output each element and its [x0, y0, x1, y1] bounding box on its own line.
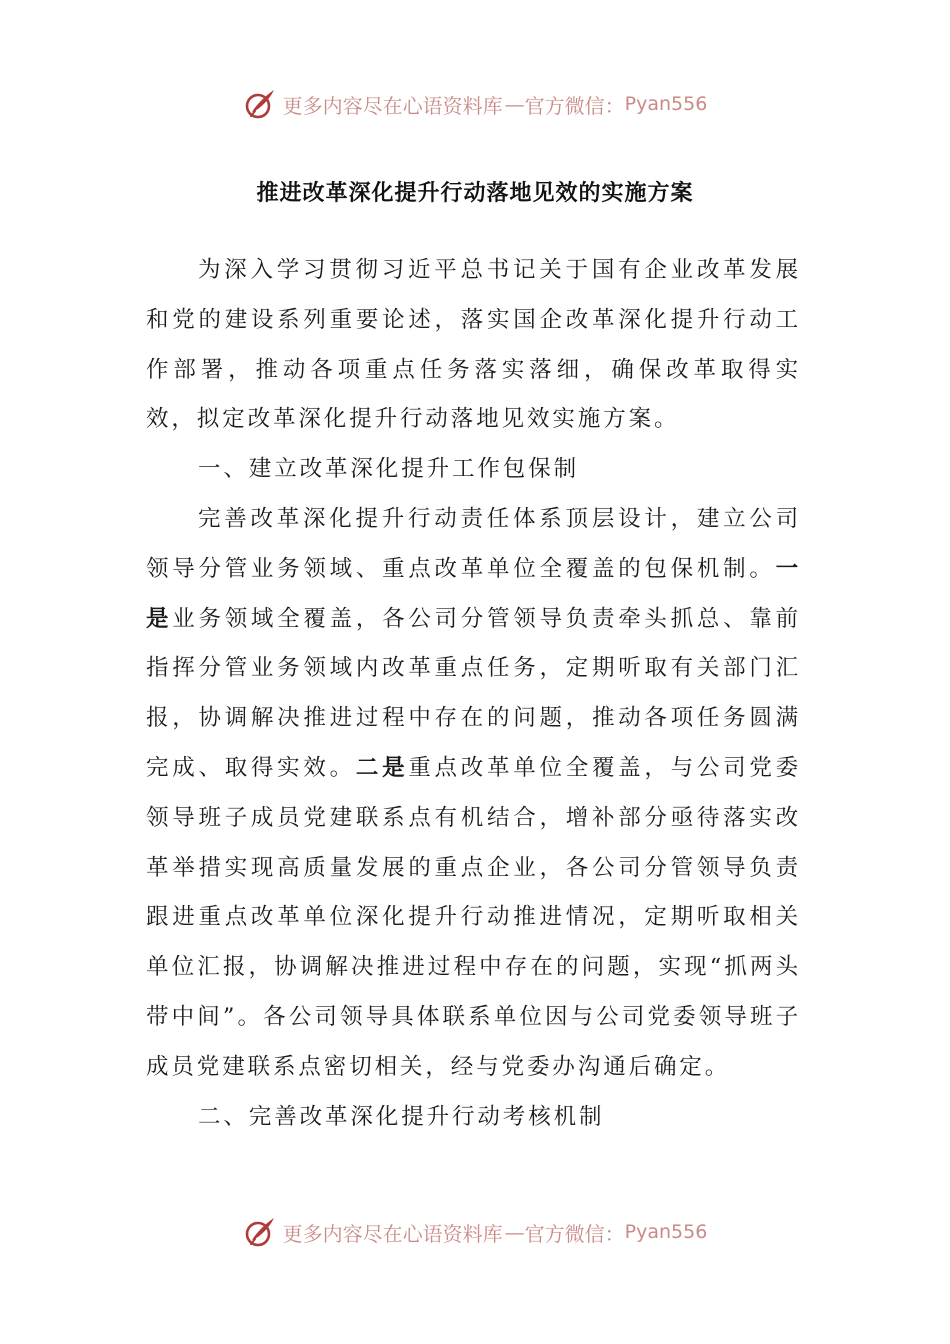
document-body	[146, 246, 801, 1142]
quill-logo-icon	[243, 1215, 277, 1249]
watermark-site-text: 更多内容尽在心语资料库	[282, 1221, 503, 1246]
watermark-dash: —	[504, 92, 523, 116]
watermark-wechat-id: Pyan556	[624, 93, 708, 115]
document-title: 推进改革深化提升行动落地见效的实施方案	[256, 181, 694, 206]
watermark-site-text: 更多内容尽在心语资料库	[282, 93, 503, 118]
point-1-text: 业务领域全覆盖，各公司分管领导负责牵头抓总、靠前指挥分管业务领域内改革重点任务，定期听取有关部门汇报，协调解决推进过程中存在的问题，推动各项任务圆满完成、取得实效。	[146, 605, 801, 781]
quill-logo-icon	[243, 87, 277, 121]
watermark-wechat-id: Pyan556	[624, 1221, 708, 1243]
watermark-wechat-label: 官方微信：	[524, 1221, 625, 1246]
point-2-label: 二是	[355, 754, 409, 781]
section-2-heading: 二、完善改革深化提升行动考核机制	[198, 1103, 605, 1130]
watermark-dash: —	[504, 1220, 523, 1244]
section-1-heading: 一、建立改革深化提升工作包保制	[198, 456, 580, 483]
intro-paragraph: 为深入学习贯彻习近平总书记关于国有企业改革发展和党的建设系列重要论述，落实国企改革深化提升行动工作部署，推动各项重点任务落实落细，确保改革取得实效，拟定改革深化提升行动落地见效实施方案。	[146, 257, 801, 433]
section-1-lead: 完善改革深化提升行动责任体系顶层设计，建立公司领导分管业务领域、重点改革单位全覆盖的包保机制。	[146, 505, 801, 582]
point-1-label: 一是	[146, 555, 801, 632]
footer-watermark	[0, 1212, 950, 1252]
section-1-paragraph	[146, 495, 801, 1093]
watermark-wechat-label: 官方微信：	[524, 93, 625, 118]
header-watermark	[0, 84, 950, 124]
point-2-text: 重点改革单位全覆盖，与公司党委领导班子成员党建联系点有机结合，增补部分亟待落实改革举措实现高质量发展的重点企业，各公司分管领导负责跟进重点改革单位深化提升行动推进情况，定期听取相关单位汇报，协调解决推进过程中存在的问题，实现“抓两头带中间”。各公司领导具体联系单位因与公司党委领导班子成员党建联系点密切相关，经与党委办沟通后确定。	[146, 754, 801, 1080]
